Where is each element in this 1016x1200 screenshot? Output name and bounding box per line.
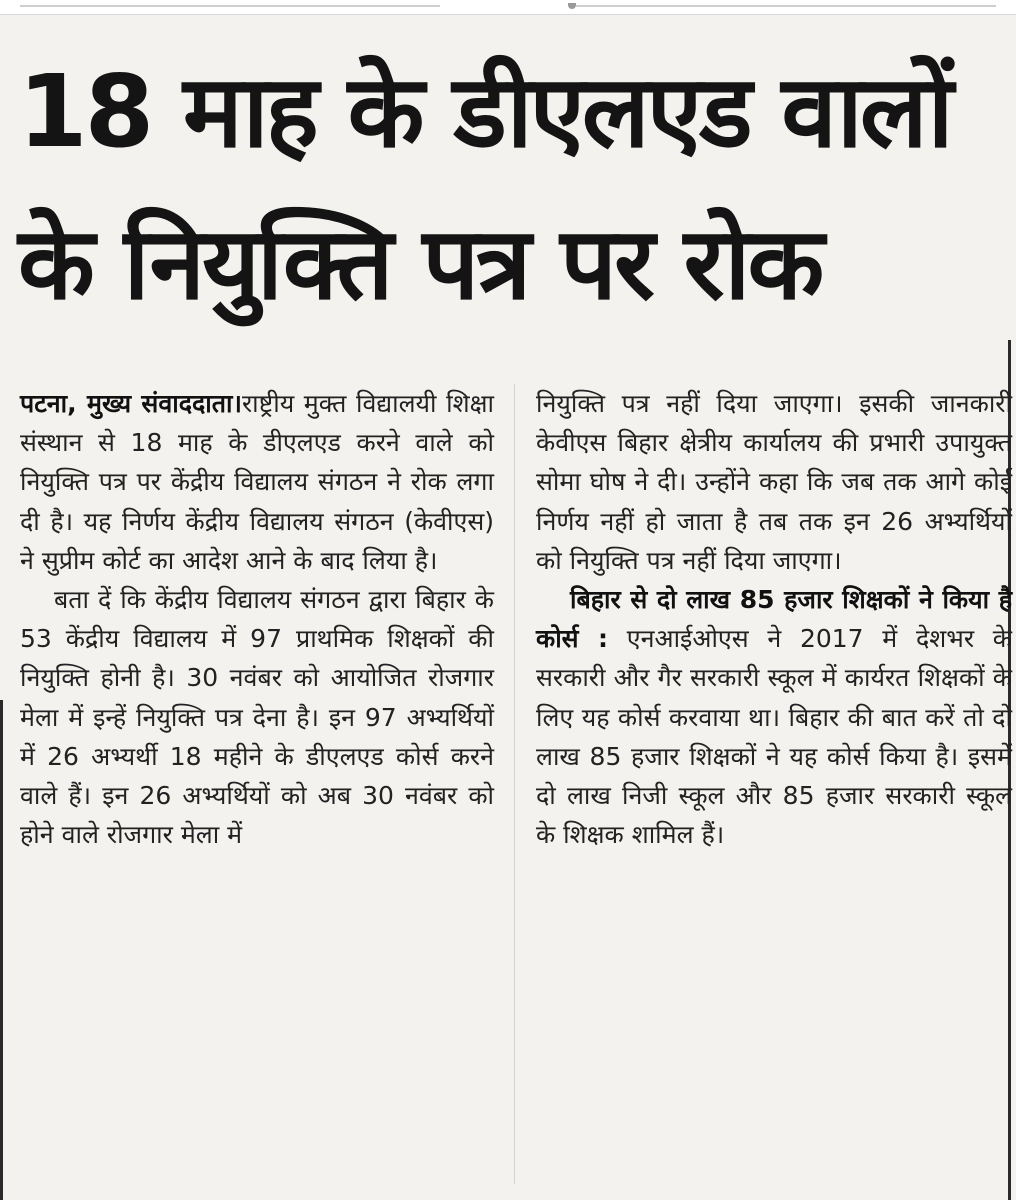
paragraph-1-text: राष्ट्रीय मुक्त विद्यालयी शिक्षा संस्थान से 18 माह के डीएलएड करने वाले को नियुक्ति पत्र पर केंद्रीय विद्यालय संगठन ने रोक लगा दी है। यह निर्णय केंद्रीय विद्यालय संगठन (केवीएस) ने सुप्रीम कोर्ट का आदेश आने के बाद लिया है। bbox=[20, 389, 494, 575]
paragraph-3: नियुक्ति पत्र नहीं दिया जाएगा। इसकी जानकारी केवीएस बिहार क्षेत्रीय कार्यालय की प्रभारी उपायुक्त सोमा घोष ने दी। उन्होंने कहा कि जब तक आगे कोई निर्णय नहीं हो जाता है तब तक इन 26 अभ्यर्थियों को नियुक्ति पत्र नहीं दिया जाएगा। bbox=[536, 389, 1012, 575]
headline-line-1: 18 माह के डीएलएड वालों bbox=[18, 53, 951, 170]
subheading: बिहार से दो लाख 85 हजार शिक्षकों ने किया है कोर्स : bbox=[536, 585, 1012, 654]
paragraph-4-text: एनआईओएस ने 2017 में देशभर के सरकारी और गैर सरकारी स्कूल में कार्यरत शिक्षकों के लिए यह कोर्स करवाया था। बिहार की बात करें तो दो लाख 85 हजार शिक्षकों ने यह कोर्स किया है। इसमें दो लाख निजी स्कूल और 85 हजार सरकारी स्कूल के शिक्षक शामिल हैं। bbox=[536, 624, 1012, 850]
top-strip-mark bbox=[568, 3, 576, 9]
top-strip bbox=[0, 0, 1016, 15]
paragraph-4 bbox=[536, 580, 1012, 854]
column-gutter-rule bbox=[514, 384, 515, 1184]
article-column-left bbox=[20, 384, 494, 854]
top-strip-line-left bbox=[20, 5, 440, 7]
paragraph-2: बता दें कि केंद्रीय विद्यालय संगठन द्वारा बिहार के 53 केंद्रीय विद्यालय में 97 प्राथमिक शिक्षकों की नियुक्ति होनी है। 30 नवंबर को आयोजित रोजगार मेला में इन्हें नियुक्ति पत्र देना है। इन 97 अभ्यर्थियों में 26 अभ्यर्थी 18 महीने के डीएलएड कोर्स करने वाले हैं। इन 26 अभ्यर्थियों को अब 30 नवंबर को होने वाले रोजगार मेला में bbox=[20, 585, 494, 850]
top-strip-line-right bbox=[576, 5, 996, 7]
article-column-right bbox=[536, 384, 1012, 854]
left-border-rule bbox=[0, 700, 3, 1200]
headline-line-2: के नियुक्ति पत्र पर रोक bbox=[18, 205, 822, 322]
dateline: पटना, मुख्य संवाददाता। bbox=[20, 389, 242, 418]
headline bbox=[18, 36, 988, 340]
paragraph-1 bbox=[20, 384, 494, 580]
